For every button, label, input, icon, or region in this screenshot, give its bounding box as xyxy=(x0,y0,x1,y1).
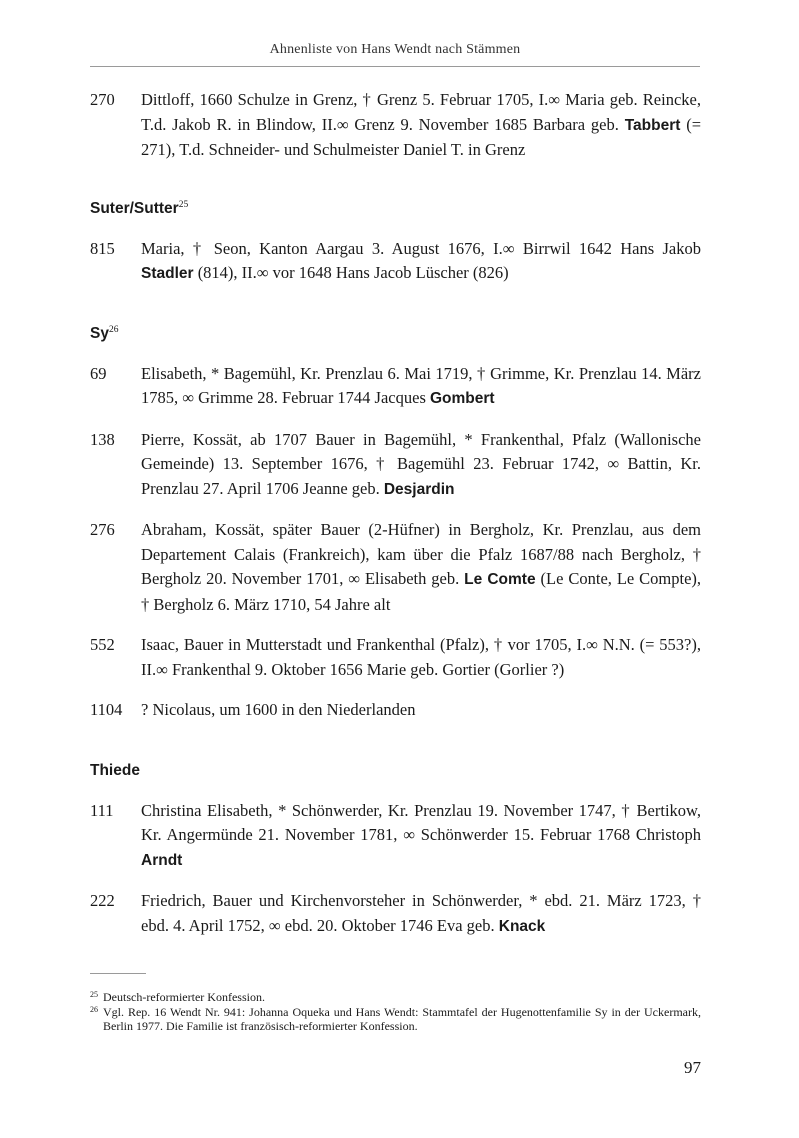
entry-text: Isaac, Bauer in Mutterstadt und Frankenthal (Pfalz), † vor 1705, I.∞ N.N. (= 553?), II.∞ Frankenthal 9. Oktober 1656 Marie geb. Gortier (Gorlier ?) xyxy=(141,635,701,679)
ancestor-name: Gombert xyxy=(430,390,495,407)
entry-270 xyxy=(90,88,701,163)
entry-276 xyxy=(90,518,701,617)
entry-552 xyxy=(90,633,701,682)
entry-number: 138 xyxy=(90,429,115,449)
section-heading-suter: Suter/Sutter$^{25}$ xyxy=(90,199,189,217)
entry-69 xyxy=(90,362,701,412)
entry-text: Abraham, Kossät, später Bauer (2-Hüfner) in Bergholz, Kr. Prenzlau, aus dem Departement Calais (Frankreich), kam über die Pfalz 1687/88 nach Bergholz, † Bergholz 20. November 1701, ∞ Elisabeth geb. Le Comte (Le Conte, Le Compte), † Bergholz 6. März 1710, 54 Jahre alt xyxy=(141,520,702,614)
entry-number: 270 xyxy=(90,90,115,109)
entry-815 xyxy=(90,237,701,287)
ancestor-name: Le Comte xyxy=(464,571,536,588)
footnote-ref: 25 xyxy=(178,199,189,210)
footnote-mark: 25 xyxy=(90,990,98,999)
entry-text: Friedrich, Bauer und Kirchenvorsteher in Schönwerder, * ebd. 21. März 1723, † ebd. 4. April 1752, ∞ ebd. 20. Oktober 1746 Eva geb. Knack xyxy=(141,891,701,935)
entry-number: 222 xyxy=(90,891,115,910)
entry-text: Christina Elisabeth, * Schönwerder, Kr. Prenzlau 19. November 1747, † Bertikow, Kr. Angermünde 21. November 1781, ∞ Schönwerder 15. Februar 1768 Christoph Arndt xyxy=(141,800,701,869)
entry-number: 552 xyxy=(90,635,115,654)
section-heading-thiede: Thiede xyxy=(90,761,140,779)
ancestor-name: Arndt xyxy=(141,851,183,869)
entry-111 xyxy=(90,799,701,874)
page-number: 97 xyxy=(684,1058,701,1077)
header-rule xyxy=(90,66,700,67)
footnote-text: Deutsch-reformierter Konfession. xyxy=(103,990,265,1004)
entry-text: ? Nicolaus, um 1600 in den Niederlanden xyxy=(141,700,416,719)
entry-number: 815 xyxy=(90,238,115,258)
ancestor-name: Desjardin xyxy=(383,480,455,498)
footnote-rule xyxy=(90,973,146,974)
footnote-26 xyxy=(90,1005,701,1034)
footnote-text: Vgl. Rep. 16 Wendt Nr. 941: Johanna Oqueka und Hans Wendt: Stammtafel der Hugenottenfamilie Sy in der Uckermark, Berlin 1977. Die Familie ist französisch-reformierter Konfession. xyxy=(103,1004,701,1033)
entry-138 xyxy=(90,428,701,503)
entry-number: 276 xyxy=(90,520,115,539)
running-header: Ahnenliste von Hans Wendt nach Stämmen xyxy=(269,42,521,57)
entry-text: Elisabeth, * Bagemühl, Kr. Prenzlau 6. Mai 1719, † Grimme, Kr. Prenzlau 14. März 1785, ∞ Grimme 28. Februar 1744 Jacques Gombert xyxy=(141,363,701,407)
entry-text: Dittloff, 1660 Schulze in Grenz, † Grenz 5. Februar 1705, I.∞ Maria geb. Reincke, T.d. Jakob R. in Blindow, II.∞ Grenz 9. November 1685 Barbara geb. Tabbert (= 271), T.d. Schneider- und Schulmeister Daniel T. in Grenz xyxy=(141,90,702,159)
entry-text: Maria, † Seon, Kanton Aargau 3. August 1676, I.∞ Birrwil 1642 Hans Jakob Stadler (814), II.∞ vor 1648 Hans Jacob Lüscher (826) xyxy=(141,238,701,282)
entry-number: 1104 xyxy=(90,700,123,719)
entry-1104 xyxy=(90,698,701,723)
ancestor-name: Knack xyxy=(498,917,546,935)
footnote-25 xyxy=(90,990,701,1005)
entry-number: 111 xyxy=(90,800,114,820)
entry-222 xyxy=(90,889,701,939)
entry-text: Pierre, Kossät, ab 1707 Bauer in Bagemühl, * Frankenthal, Pfalz (Wallonische Gemeinde) 13. September 1676, † Bagemühl 23. Februar 1742, ∞ Battin, Kr. Prenzlau 27. April 1706 Jeanne geb. Desjardin xyxy=(141,429,701,498)
footnotes xyxy=(90,990,701,1034)
ancestor-name: Stadler xyxy=(141,265,194,282)
section-heading-sy: Sy$^{26}$ xyxy=(90,324,119,342)
ancestor-name: Tabbert xyxy=(624,116,681,134)
footnote-mark: 26 xyxy=(90,1004,98,1014)
entry-number: 69 xyxy=(90,363,107,383)
footnote-ref: 26 xyxy=(108,324,119,335)
page-content xyxy=(90,88,701,939)
